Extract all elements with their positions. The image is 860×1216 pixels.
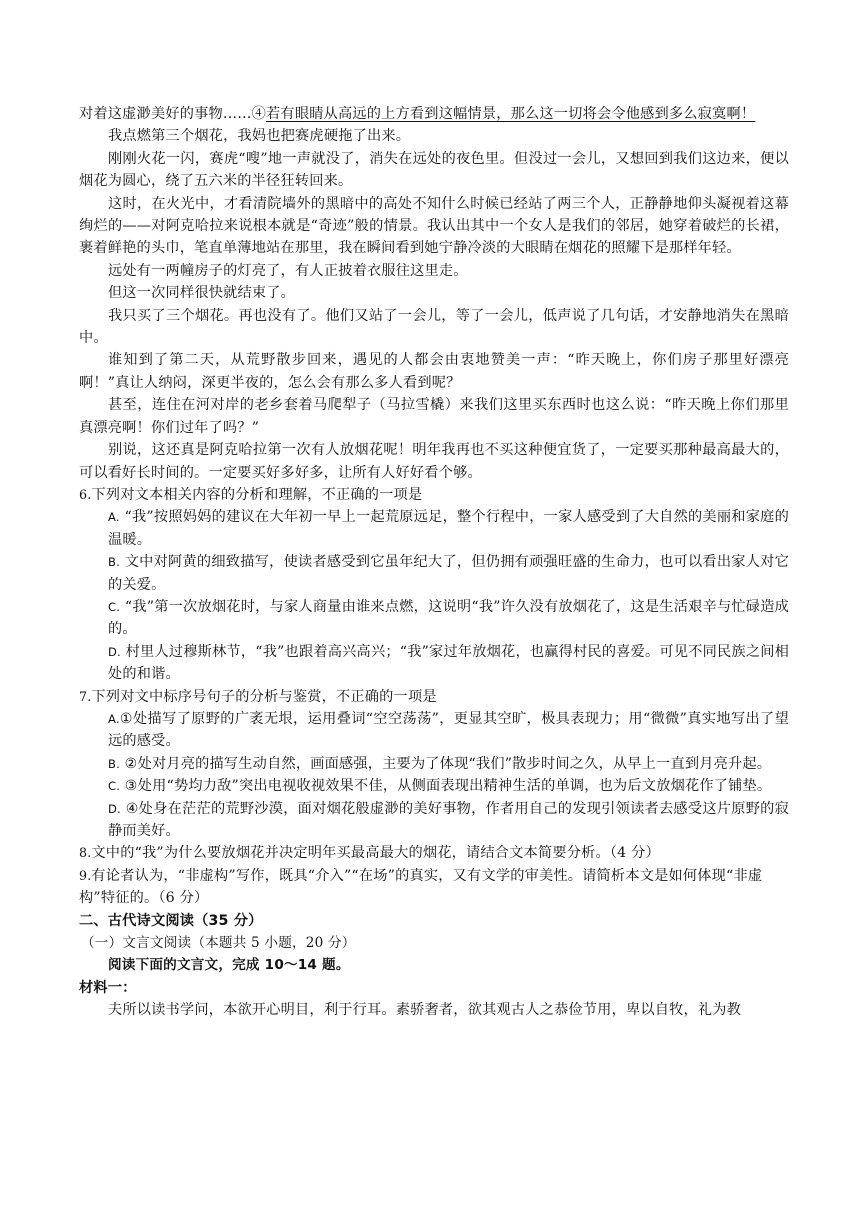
paragraph: 别说，这还真是阿克哈拉第一次有人放烟花呢！明年我再也不买这种便宜货了，一定要买那种最高最大的，可以看好长时间的。一定要买好多好多，让所有人好好看个够。 (79, 442, 789, 481)
paragraph: 我只买了三个烟花。再也没有了。他们又站了一会儿，等了一会儿，低声说了几句话，才安静地消失在黑暗中。 (79, 307, 789, 347)
paragraph: 这时，在火光中，才看清院墙外的黑暗中的高处不知什么时候已经站了两三个人，正静静地仰头凝视着这幕绚烂的——对阿克哈拉来说根本就是“奇迹”般的情景。我认出其中一个女人是我们的邻居，她穿着破烂的长裙，裹着鲜艳的头巾，笔直单薄地站在那里，我在瞬间看到她宁静冷淡的大眼睛在烟花的照耀下是那样年轻。 (79, 195, 789, 257)
paragraph (79, 103, 789, 125)
option-text: ②处对月亮的描写生动自然，画面感强，主要为了体现“我们”散步时间之久，从早上一直到月亮升起。 (119, 755, 772, 772)
question-text: 文中的“我”为什么要放烟花并决定明年买最高最大的烟花，请结合文本简要分析。（4 分） (91, 845, 660, 862)
question-6 (79, 484, 789, 506)
question-text: 下列对文中标序号句子的分析与鉴赏，不正确的一项是 (91, 688, 437, 705)
option-7d (79, 798, 789, 843)
option-text: “我”第一次放烟花时，与家人商量由谁来点燃，这说明“我”许久没有放烟花了，这是生活艰辛与忙碌造成的。 (108, 598, 789, 638)
option-7c (79, 775, 789, 797)
option-label: C. (108, 779, 121, 794)
option-text: ④处身在茫茫的荒野沙漠，面对烟花般虚渺的美好事物，作者用自己的发现引领读者去感受这片原野的寂静而美好。 (108, 800, 789, 839)
paragraph: 但这一次同样很快就结束了。 (108, 285, 296, 302)
option-7b (79, 753, 789, 775)
underlined-sentence-4: 若有眼睛从高远的上方看到这幅情景，那么这一切将会令他感到多么寂寞啊！ (266, 106, 756, 122)
option-label: D. (108, 801, 121, 816)
prose-block (79, 103, 789, 1022)
paragraph: 远处有一两幢房子的灯亮了，有人正披着衣服往这里走。 (108, 262, 468, 279)
option-6b (79, 551, 789, 596)
paragraph-text: 对着这虚渺美好的事物……④ (79, 106, 267, 122)
paragraph: 甚至，连住在河对岸的老乡套着马爬犁子（马拉雪橇）来我们这里买东西时也这么说：“昨天晚上你们那里真漂亮啊！你们过年了吗？” (79, 397, 789, 436)
question-7 (79, 686, 789, 708)
question-9 (79, 865, 789, 910)
option-6c (79, 596, 789, 641)
material-label: 材料一： (79, 979, 137, 996)
option-label: A. (108, 711, 120, 726)
option-6a (79, 506, 789, 551)
paragraph: 刚刚火花一闪，赛虎“嗖”地一声就没了，消失在远处的夜色里。但没过一会儿，又想回到我们这边来，便以烟花为圆心，绕了五六米的半径狂转回来。 (79, 150, 789, 190)
option-label: B. (108, 756, 120, 771)
option-label: B. (108, 555, 120, 570)
option-text: ①处描写了原野的广袤无垠，运用叠词“空空荡荡”，更显其空旷，极具表现力；用“微微”真实地写出了望远的感受。 (108, 710, 789, 750)
option-text: ③处用“势均力敌”突出电视收视效果不佳，从侧面表现出精神生活的单调，也为后文放烟花作了铺垫。 (120, 778, 772, 795)
option-text: “我”按照妈妈的建议在大年初一早上一起荒原远足，整个行程中，一家人感受到了大自然的美丽和家庭的温暖。 (108, 509, 789, 548)
option-label: C. (108, 599, 121, 614)
subsection-heading: （一）文言文阅读（本题共 5 小题，20 分） (81, 935, 356, 952)
question-text: 有论者认为，“非虚构”写作，既具“介入”“在场”的真实，又有文学的审美性。请简析本文是如何体现“非虚构”特征的。（6 分） (79, 867, 763, 907)
option-7a (79, 708, 789, 753)
question-number: 8. (79, 845, 92, 861)
question-number: 9. (79, 867, 92, 883)
question-text: 下列对文本相关内容的分析和理解，不正确的一项是 (91, 486, 423, 503)
question-number: 6. (79, 486, 92, 502)
instruction: 阅读下面的文言文，完成 10～14 题。 (108, 957, 350, 974)
paragraph: 谁知到了第二天，从荒野散步回来，遇见的人都会由衷地赞美一声：“昨天晚上，你们房子那里好漂亮啊！”真让人纳闷，深更半夜的，怎么会有那么多人看到呢？ (79, 352, 789, 391)
question-8 (79, 842, 789, 864)
option-label: D. (108, 644, 121, 659)
paragraph: 我点燃第三个烟花，我妈也把赛虎硬拖了出来。 (108, 128, 411, 145)
option-text: 文中对阿黄的细致描写，使读者感受到它虽年纪大了，但仍拥有顽强旺盛的生命力，也可以看出家人对它的关爱。 (108, 554, 789, 593)
option-6d (79, 641, 789, 686)
paragraph: 夫所以读书学问，本欲开心明目，利于行耳。素骄奢者，欲其观古人之恭俭节用，卑以自牧，礼为教 (108, 1002, 742, 1019)
section-heading: 二、古代诗文阅读（35 分） (79, 912, 263, 929)
option-text: 村里人过穆斯林节，“我”也跟着高兴高兴；“我”家过年放烟花，也赢得村民的喜爱。可见不同民族之间相处的和谐。 (108, 643, 789, 683)
option-label: A. (108, 510, 120, 525)
question-number: 7. (79, 688, 92, 704)
